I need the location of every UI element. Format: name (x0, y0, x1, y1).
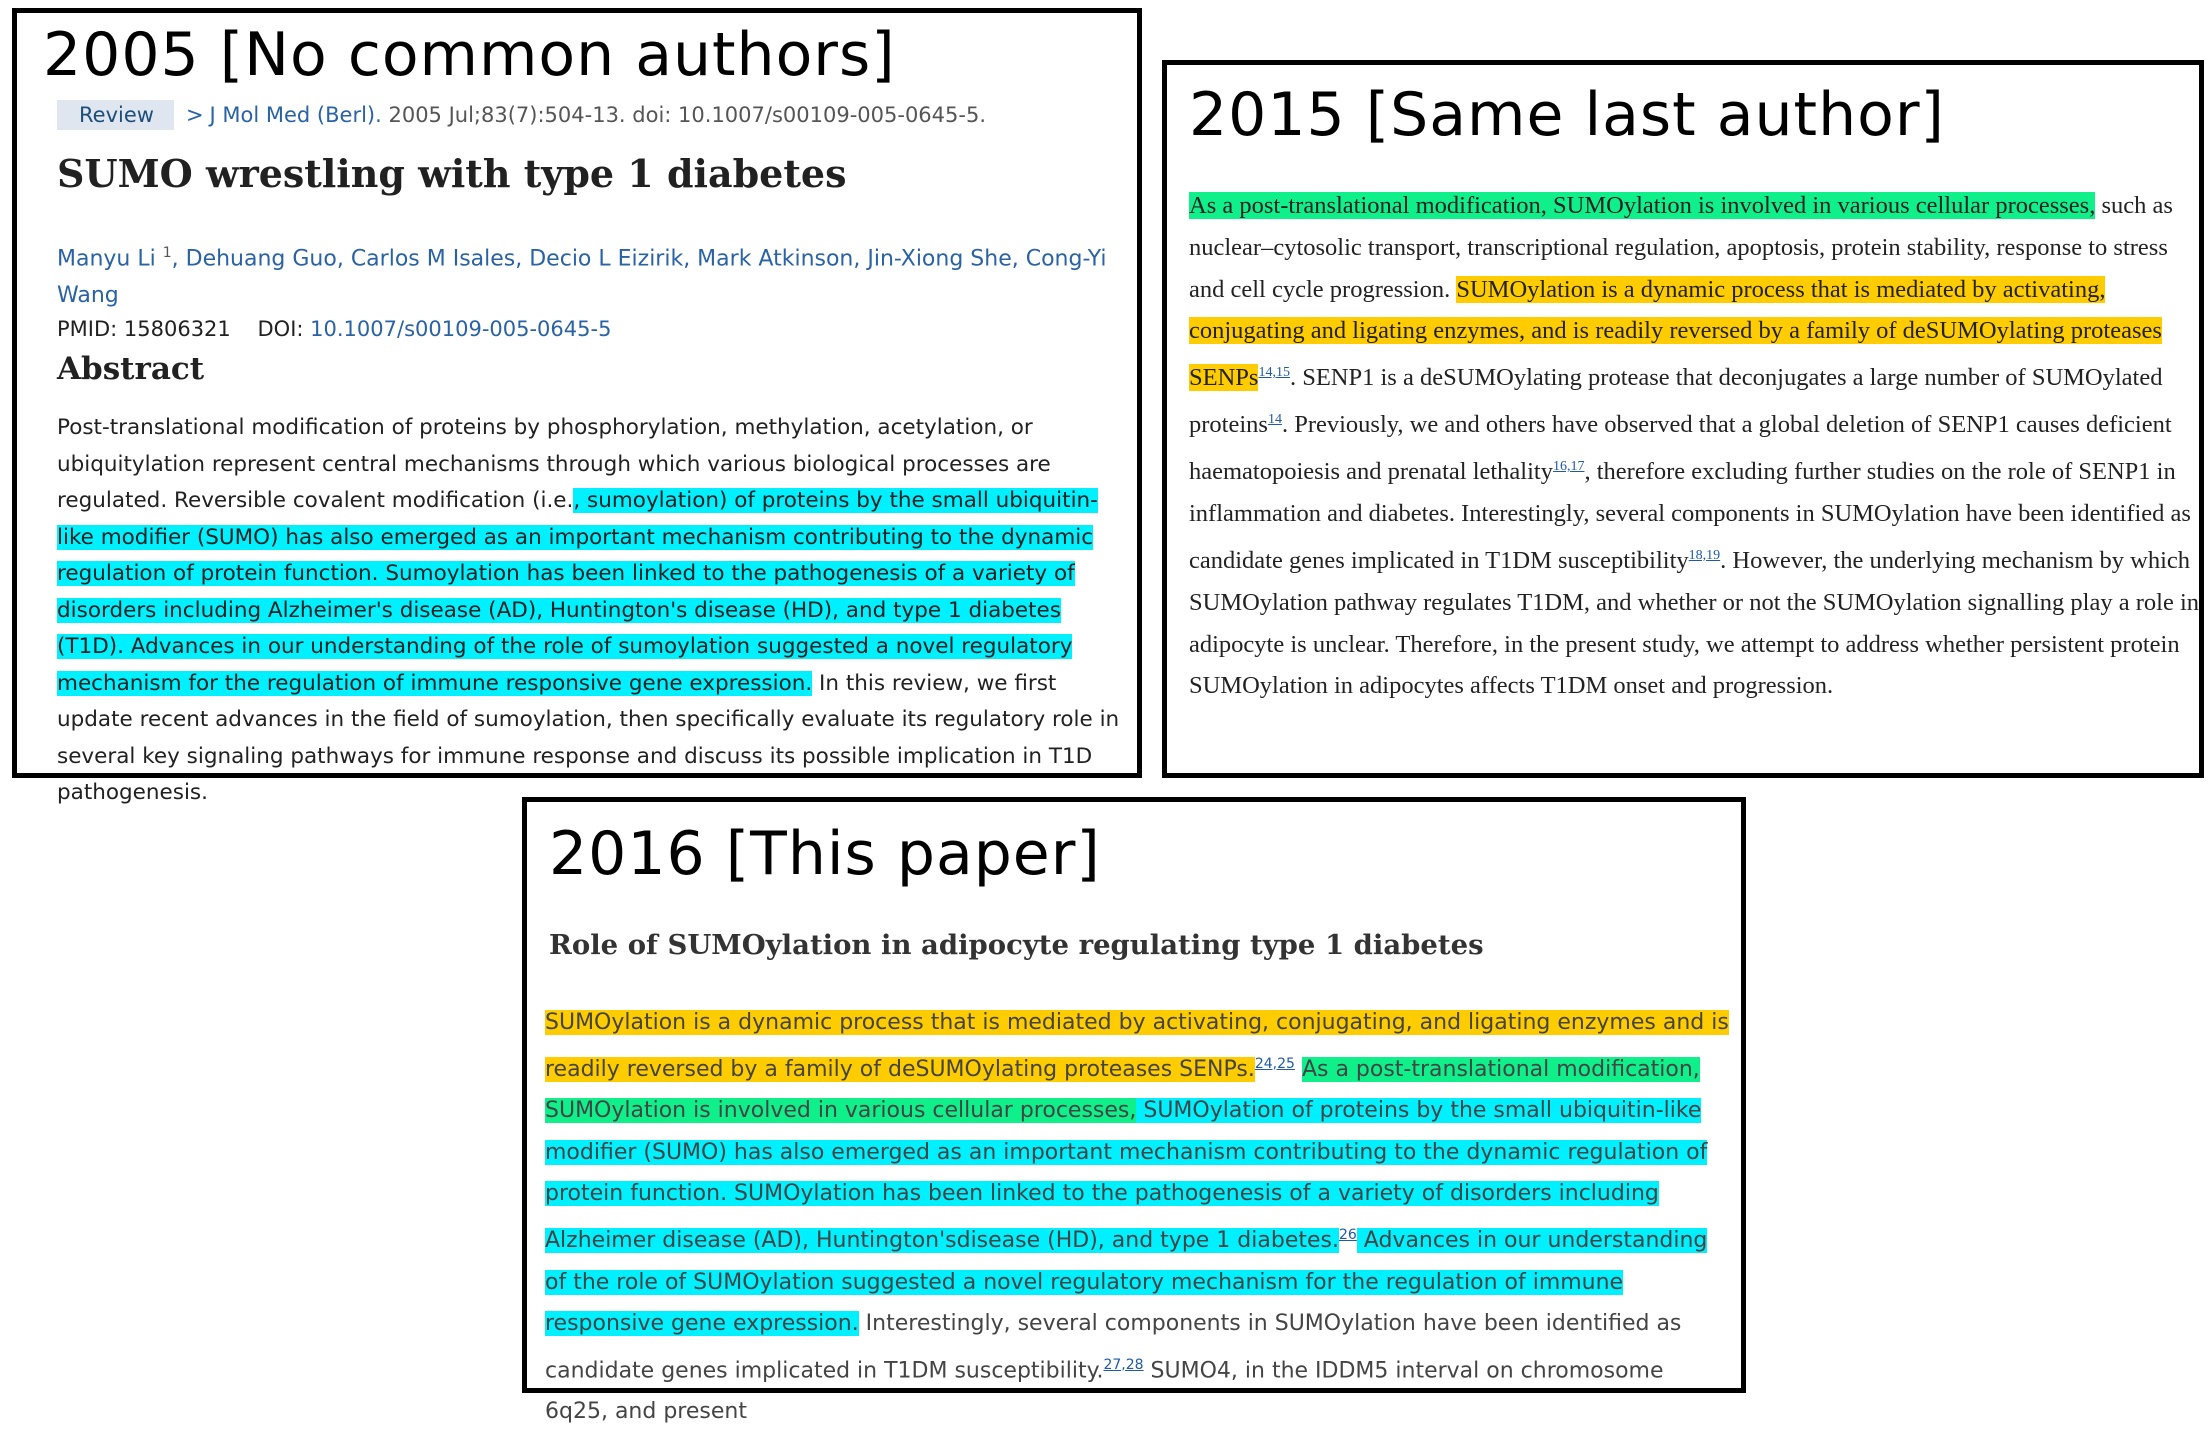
paragraph-text: , therefore excluding further studies on the role of SENP1 in inflammation and diabetes. Interestingly, several components in SUMOylation have been identified as candidate genes implicated in T1DM susceptibility (1189, 458, 2191, 574)
paragraph-text: . SENP1 is a deSUMOylating protease that deconjugates a large number of SUMOylated proteins (1189, 364, 2163, 439)
highlighted-text-cyan: , sumoylation) of proteins by the small ubiquitin-like modifier (SUMO) has also emerged as an important mechanism contributing to the dynamic regulation of protein function. Sumoylation has been linked to the pathogenesis of a variety of disorders including Alzheimer's disease (AD), Huntington's disease (HD), and type 1 diabetes (T1D). Advances in our understanding of the role of sumoylation suggested a novel regulatory mechanism for the regulation of immune responsive gene expression. (57, 488, 1098, 696)
panel-title: 2015 [Same last author] (1189, 80, 1945, 150)
paragraph-text: SUMO4, in the IDDM5 interval on chromosome 6q25, and present (545, 1357, 1664, 1425)
highlighted-text-green: As a post-translational modification, SUMOylation is involved in various cellular processes, (545, 1056, 1700, 1124)
doi-link[interactable]: 10.1007/s00109-005-0645-5 (310, 317, 612, 341)
paragraph-text: Interestingly, several components in SUMOylation have been identified as candidate genes implicated in T1DM susceptibility. (545, 1311, 1682, 1383)
reference-link[interactable]: 14 (1267, 412, 1282, 428)
paragraph-text: . However, the underlying mechanism by which SUMOylation pathway regulates T1DM, and whether or not the SUMOylation signalling play a role in adipocyte is unclear. Therefore, in the present study, we attempt to address whether persistent protein SUMOylation in adipocytes affects T1DM onset and progression. (1189, 547, 2200, 700)
author-list (57, 235, 1117, 314)
reference-link[interactable]: 26 (1338, 1226, 1357, 1243)
affiliation-number[interactable]: 1 (162, 245, 172, 261)
author-link[interactable]: Manyu Li (57, 246, 156, 272)
citation-line (57, 100, 986, 130)
pmid: PMID: 15806321 (57, 317, 231, 341)
panel-2016 (522, 797, 1746, 1425)
abstract-body (57, 410, 1127, 812)
reference-link[interactable]: 16,17 (1552, 459, 1585, 475)
highlighted-text-cyan: Advances in our understanding of the role of SUMOylation suggested a novel regulatory mechanism for the regulation of immune responsive gene expression. (545, 1228, 1708, 1337)
doi-label: DOI: (257, 317, 311, 341)
panel-title: 2005 [No common authors] (43, 20, 896, 90)
reference-link[interactable]: 14,15 (1258, 365, 1290, 381)
highlighted-text-yellow: SUMOylation is a dynamic process that is mediated by activating, conjugating and ligating enzymes, and is readily reversed by a family of deSUMOylating proteases SENPs (1189, 275, 2162, 392)
citation-text: 2005 Jul;83(7):504-13. doi: 10.1007/s00109-005-0645-5. (381, 103, 986, 127)
paragraph (1189, 185, 2199, 707)
panel-2005 (12, 8, 1142, 805)
highlighted-text-green: As a post-translational modification, SUMOylation is involved in various cellular processes, (1189, 192, 2096, 219)
identifiers (57, 317, 611, 341)
paragraph (545, 1002, 1730, 1433)
article-title: SUMO wrestling with type 1 diabetes (57, 151, 847, 196)
review-badge: Review (57, 100, 174, 130)
paragraph-text: such as nuclear–cytosolic transport, transcriptional regulation, apoptosis, protein stability, response to stress and cell cycle progression. (1189, 192, 2173, 303)
highlighted-text-yellow: SUMOylation is a dynamic process that is mediated by activating, conjugating, and ligating enzymes and is readily reversed by a family of deSUMOylating proteases SENPs. (545, 1010, 1729, 1082)
journal-link[interactable]: J Mol Med (Berl). (209, 103, 382, 127)
chevron-right-icon: > (185, 103, 204, 127)
panel-2015 (1162, 60, 2204, 778)
abstract-text: In this review, we first update recent advances in the field of sumoylation, then specifically evaluate its regulatory role in several key signaling pathways for immune response and discuss its possible implication in T1D pathogenesis. (57, 670, 1120, 805)
abstract-heading: Abstract (57, 351, 205, 387)
abstract-text: Post-translational modification of proteins by phosphorylation, methylation, acetylation, or ubiquitylation represent central mechanisms through which various biological processes are regulated. Reversible covalent modification (i.e. (57, 415, 1051, 513)
highlighted-text-cyan: SUMOylation of proteins by the small ubiquitin-like modifier (SUMO) has also emerged as an important mechanism contributing to the dynamic regulation of protein function. SUMOylation has been linked to the pathogenesis of a variety of disorders including Alzheimer disease (AD), Huntington'sdisease (HD), and type 1 diabetes. (545, 1098, 1708, 1254)
panel-title: 2016 [This paper] (549, 819, 1101, 889)
author-links[interactable]: , Dehuang Guo, Carlos M Isales, Decio L Eizirik, Mark Atkinson, Jin-Xiong She, Cong-Yi Wang (57, 246, 1107, 309)
paragraph-text: . Previously, we and others have observed that a global deletion of SENP1 causes deficient haematopoiesis and prenatal lethality (1189, 411, 2172, 486)
reference-link[interactable]: 24,25 (1254, 1055, 1295, 1072)
reference-link[interactable]: 27,28 (1103, 1356, 1144, 1373)
reference-link[interactable]: 18,19 (1688, 547, 1721, 563)
section-heading: Role of SUMOylation in adipocyte regulating type 1 diabetes (549, 929, 1484, 961)
